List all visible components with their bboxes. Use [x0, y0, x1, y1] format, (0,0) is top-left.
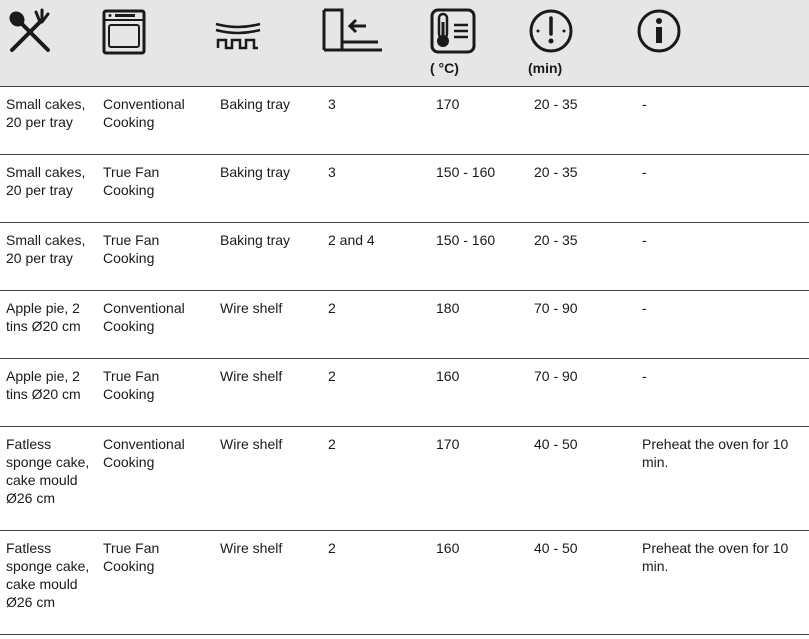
temperature-cell: 150 - 160 — [430, 155, 528, 223]
table-row — [0, 531, 809, 635]
temperature-cell: 170 — [430, 87, 528, 155]
accessory-cell: Baking tray — [214, 87, 322, 155]
table-row — [0, 427, 809, 531]
time-header — [528, 0, 636, 87]
level-cell: 2 — [322, 291, 430, 359]
spoon-fork-icon — [6, 8, 52, 59]
comments-cell: - — [636, 223, 809, 291]
level-cell: 3 — [322, 87, 430, 155]
header-row — [0, 0, 809, 87]
comments-cell: Preheat the oven for 10 min. — [636, 427, 809, 531]
comments-cell: - — [636, 155, 809, 223]
dish-cell: Small cakes, 20 per tray — [0, 87, 97, 155]
comments-cell: - — [636, 87, 809, 155]
tray-icon — [214, 18, 262, 59]
level-cell: 2 — [322, 531, 430, 635]
accessory-cell: Wire shelf — [214, 359, 322, 427]
time-unit: (min) — [528, 60, 563, 76]
table-row — [0, 359, 809, 427]
level-header — [322, 0, 430, 87]
table-row — [0, 291, 809, 359]
time-cell: 70 - 90 — [528, 291, 636, 359]
function-cell: Conventional Cooking — [97, 87, 214, 155]
level-cell: 2 — [322, 427, 430, 531]
thermometer-icon — [430, 8, 476, 59]
function-cell: True Fan Cooking — [97, 359, 214, 427]
comments-cell: - — [636, 291, 809, 359]
time-cell: 40 - 50 — [528, 427, 636, 531]
dish-cell: Apple pie, 2 tins Ø20 cm — [0, 291, 97, 359]
comments-header — [636, 0, 809, 87]
time-cell: 40 - 50 — [528, 531, 636, 635]
function-cell: True Fan Cooking — [97, 155, 214, 223]
oven-icon — [102, 9, 146, 60]
temperature-cell: 170 — [430, 427, 528, 531]
dish-cell: Small cakes, 20 per tray — [0, 223, 97, 291]
comments-cell: Preheat the oven for 10 min. — [636, 531, 809, 635]
temperature-cell: 160 — [430, 531, 528, 635]
function-cell: Conventional Cooking — [97, 427, 214, 531]
function-cell: True Fan Cooking — [97, 223, 214, 291]
comments-cell: - — [636, 359, 809, 427]
function-header — [97, 0, 214, 87]
level-cell: 2 — [322, 359, 430, 427]
temperature-cell: 160 — [430, 359, 528, 427]
accessory-header — [214, 0, 322, 87]
level-cell: 3 — [322, 155, 430, 223]
level-cell: 2 and 4 — [322, 223, 430, 291]
dish-header — [0, 0, 97, 87]
dish-cell: Apple pie, 2 tins Ø20 cm — [0, 359, 97, 427]
function-cell: True Fan Cooking — [97, 531, 214, 635]
temperature-cell: 150 - 160 — [430, 223, 528, 291]
time-cell: 20 - 35 — [528, 223, 636, 291]
function-cell: Conventional Cooking — [97, 291, 214, 359]
table-row — [0, 155, 809, 223]
accessory-cell: Wire shelf — [214, 531, 322, 635]
table-row — [0, 87, 809, 155]
accessory-cell: Baking tray — [214, 223, 322, 291]
accessory-cell: Wire shelf — [214, 427, 322, 531]
accessory-cell: Baking tray — [214, 155, 322, 223]
time-cell: 70 - 90 — [528, 359, 636, 427]
dish-cell: Fatless sponge cake, cake mould Ø26 cm — [0, 427, 97, 531]
timer-icon — [528, 8, 574, 59]
table-row — [0, 223, 809, 291]
dish-cell: Fatless sponge cake, cake mould Ø26 cm — [0, 531, 97, 635]
temperature-header — [430, 0, 528, 87]
time-cell: 20 - 35 — [528, 87, 636, 155]
info-icon — [636, 8, 682, 59]
dish-cell: Small cakes, 20 per tray — [0, 155, 97, 223]
temperature-cell: 180 — [430, 291, 528, 359]
temperature-unit: ( °C) — [430, 60, 459, 76]
accessory-cell: Wire shelf — [214, 291, 322, 359]
time-cell: 20 - 35 — [528, 155, 636, 223]
shelf-level-icon — [322, 8, 384, 59]
